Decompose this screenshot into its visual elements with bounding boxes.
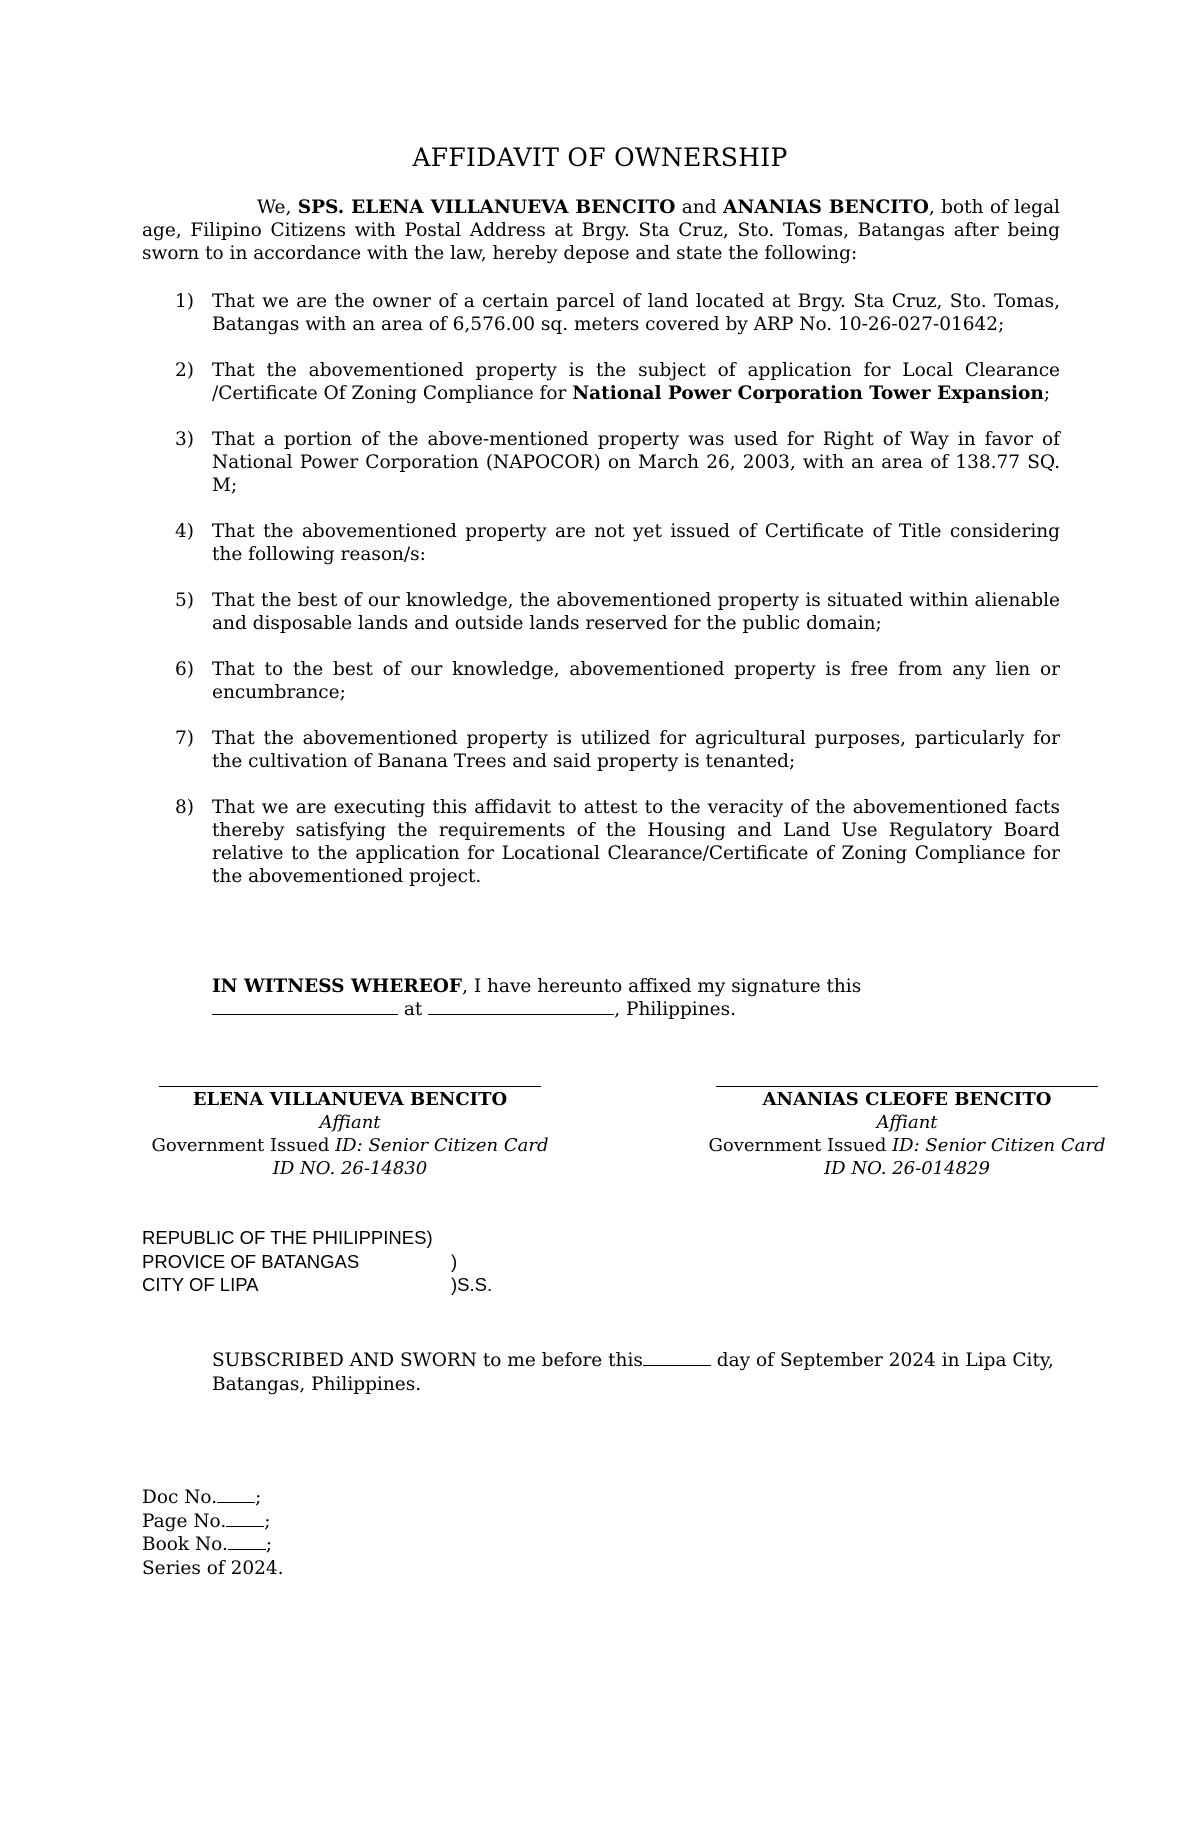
signatory-name: ELENA VILLANUEVA BENCITO	[192, 1089, 508, 1110]
statement-number: 5)	[175, 590, 194, 611]
page-no-label: Page No.	[142, 1510, 227, 1532]
statement-number: 2)	[175, 360, 194, 381]
id-type: ID: Senior Citizen Card	[892, 1135, 1106, 1156]
jurat-paragraph	[212, 1349, 1072, 1397]
statement-text: That we are executing this affidavit to attest to the veracity of the abovementioned facts thereby satisfying the requirements of the Housing and Land Use Regulatory Board relative to the application for Locational Clearance/Certificate of Zoning Compliance for the abovementioned project.	[212, 797, 1060, 887]
id-prefix: Government Issued	[708, 1135, 893, 1156]
venue-paren-3: )S.S.	[451, 1274, 493, 1295]
venue-paren-1: )	[426, 1227, 433, 1248]
notarial-register	[142, 1486, 284, 1580]
series-label: Series of 2024.	[142, 1557, 284, 1579]
statement-number: 3)	[175, 429, 194, 450]
witness-at: at	[403, 999, 423, 1020]
statement-list	[142, 290, 1060, 911]
document-title: AFFIDAVIT OF OWNERSHIP	[412, 143, 788, 172]
statement-item-5	[142, 589, 1060, 635]
venue-province: PROVICE OF BATANGAS	[142, 1250, 360, 1272]
intro-and: and	[681, 197, 717, 218]
statement-item-1	[142, 290, 1060, 336]
intro-we: We,	[257, 197, 292, 218]
intro-rest: , both of legal age, Filipino Citizens with Postal Address at Brgy. Sta Cruz, Sto. Tomas, Batangas after being sworn to in accordance with the law, hereby depose and state the following:	[142, 197, 1060, 264]
project-name: National Power Corporation Tower Expansion	[572, 383, 1044, 404]
statement-number: 7)	[175, 728, 194, 749]
statement-number: 1)	[175, 291, 194, 312]
jurat-after: day of September 2024 in Lipa City, Batangas, Philippines.	[212, 1350, 1054, 1395]
page-no-blank	[226, 1511, 264, 1527]
signatory-role: Affiant	[319, 1112, 381, 1133]
statement-item-4	[142, 520, 1060, 566]
place-blank	[428, 998, 614, 1015]
page-no-end: ;	[264, 1510, 271, 1532]
statement-number: 8)	[175, 797, 194, 818]
statement-text-end: ;	[1043, 383, 1051, 404]
statement-text: That to the best of our knowledge, abovementioned property is free from any lien or encumbrance;	[212, 659, 1060, 703]
jurat-before: SUBSCRIBED AND SWORN to me before this	[212, 1350, 643, 1371]
doc-no-label: Doc No.	[142, 1487, 218, 1508]
book-no-end: ;	[265, 1534, 273, 1555]
signatory-role: Affiant	[876, 1112, 938, 1133]
intro-paragraph	[142, 196, 1060, 265]
venue-row-2	[142, 1250, 458, 1274]
affiant1-full-name: SPS. ELENA VILLANUEVA BENCITO	[297, 197, 676, 218]
statement-text: That a portion of the above-mentioned property was used for Right of Way in favor of National Power Corporation (NAPOCOR) on March 26, 2003, with an area of 138.77 SQ. M;	[212, 429, 1060, 496]
day-blank	[643, 1349, 711, 1366]
statement-text: That the best of our knowledge, the abovementioned property is situated within alienable and disposable lands and outside lands reserved for the public domain;	[212, 590, 1060, 634]
statement-text: That we are the owner of a certain parcel of land located at Brgy. Sta Cruz, Sto. Tomas, Batangas with an area of 6,576.00 sq. meters covered by ARP No. 10-26-027-01642;	[212, 291, 1060, 335]
statement-text: That the abovementioned property is the subject of application for Local Clearance /Certificate Of Zoning Compliance for	[212, 360, 1060, 404]
statement-number: 6)	[175, 659, 194, 680]
statement-item-6	[142, 658, 1060, 704]
id-number: ID NO. 26-014829	[824, 1158, 990, 1179]
book-no-label: Book No.	[142, 1534, 228, 1555]
signature-block-1	[140, 1086, 560, 1180]
statement-item-8	[142, 796, 1060, 888]
signatory-name: ANANIAS CLEOFE BENCITO	[762, 1089, 1052, 1110]
signature-block-2	[697, 1086, 1117, 1180]
venue-city: CITY OF LIPA	[142, 1274, 259, 1295]
venue-country: REPUBLIC OF THE PHILIPPINES	[142, 1227, 427, 1248]
witness-bold: IN WITNESS WHEREOF	[212, 976, 463, 997]
statement-item-2	[142, 359, 1060, 405]
witness-text: , I have hereunto affixed my signature this	[462, 976, 862, 997]
id-number: ID NO. 26-14830	[272, 1158, 428, 1179]
statement-item-3	[142, 428, 1060, 497]
statement-text: That the abovementioned property are not yet issued of Certificate of Title considering the following reason/s:	[212, 521, 1060, 565]
doc-no-end: ;	[255, 1487, 262, 1508]
statement-number: 4)	[175, 521, 194, 542]
statement-item-7	[142, 727, 1060, 773]
affiant2-short-name: ANANIAS BENCITO	[723, 197, 929, 218]
book-no-blank	[228, 1534, 266, 1550]
id-prefix: Government Issued	[151, 1135, 336, 1156]
venue-paren-2: )	[451, 1250, 458, 1272]
date-blank	[212, 998, 398, 1015]
venue-block	[142, 1226, 493, 1297]
venue-row-1	[142, 1226, 433, 1250]
statement-text: That the abovementioned property is utilized for agricultural purposes, particularly for the cultivation of Banana Trees and said property is tenanted;	[212, 728, 1060, 772]
id-type: ID: Senior Citizen Card	[335, 1135, 549, 1156]
venue-row-3	[142, 1273, 493, 1297]
witness-clause	[212, 975, 932, 1021]
witness-country: , Philippines.	[614, 999, 736, 1020]
doc-no-blank	[217, 1487, 255, 1503]
